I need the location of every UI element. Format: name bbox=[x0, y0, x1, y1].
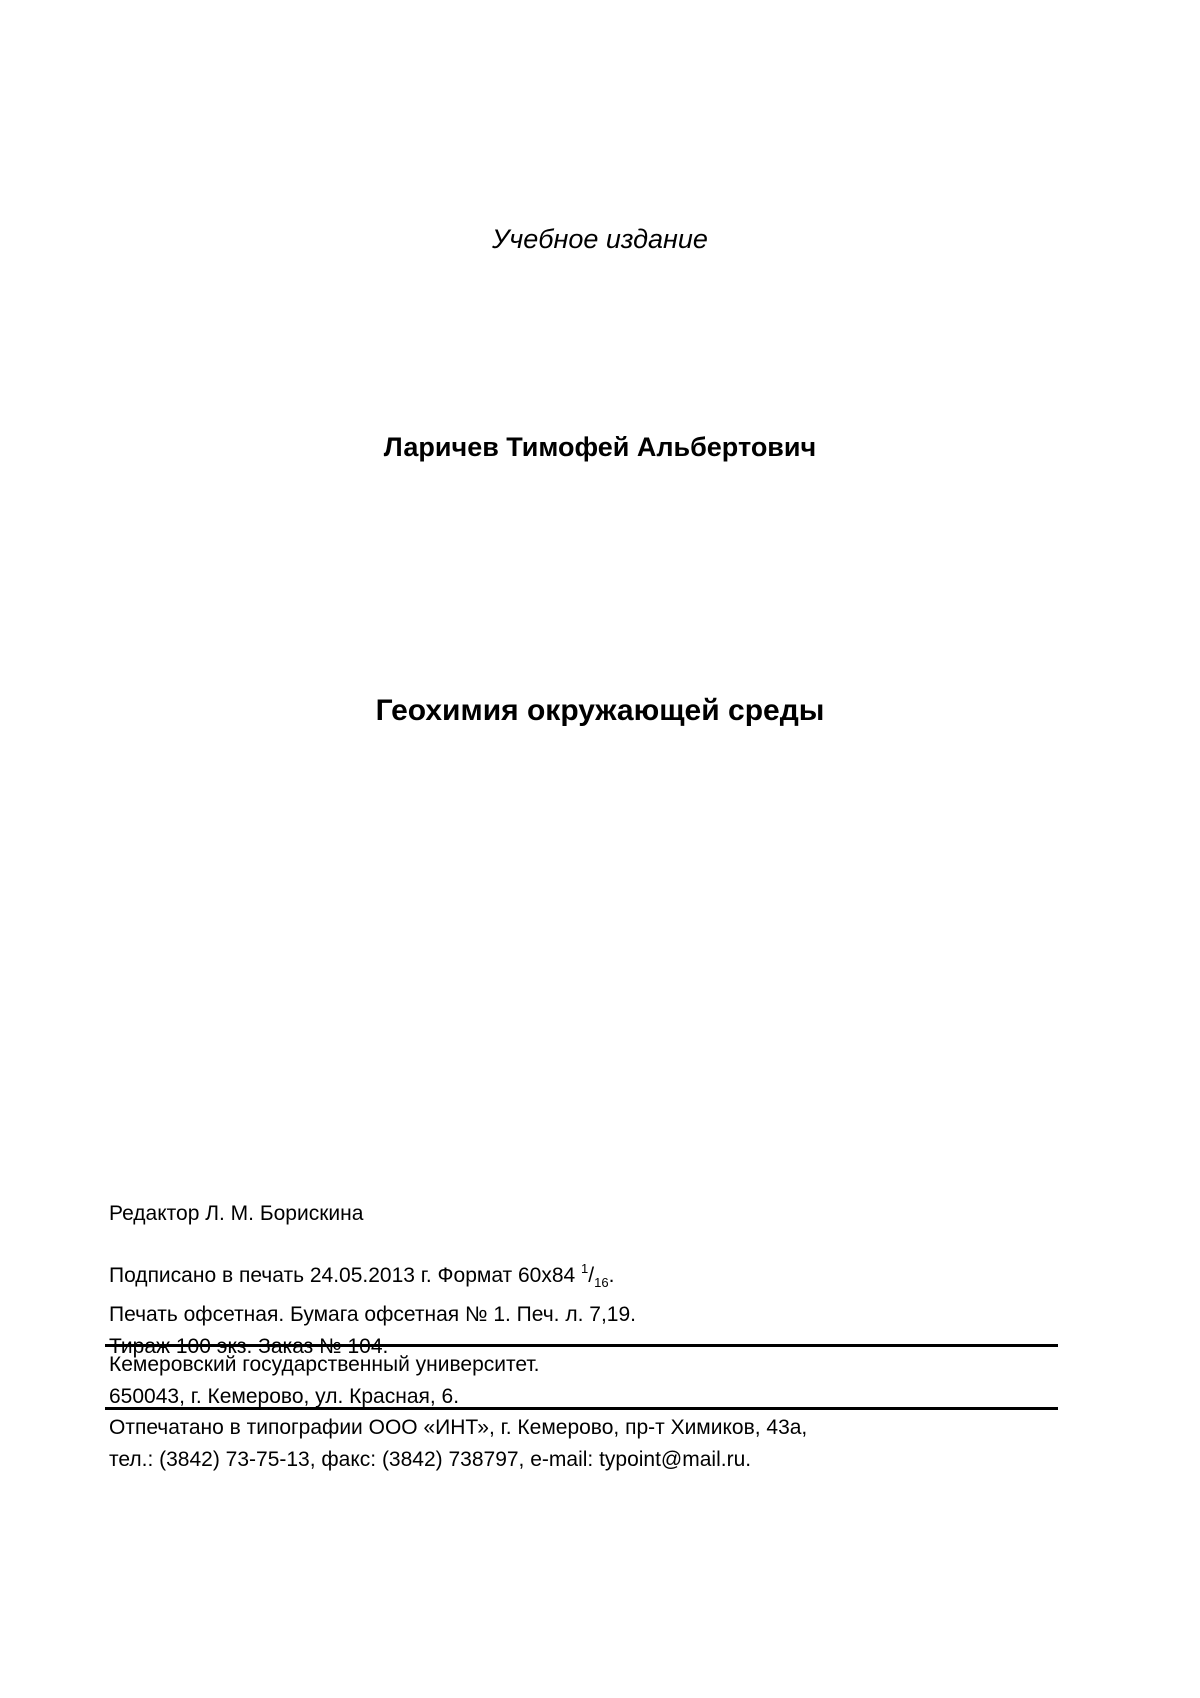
signed-suffix: . bbox=[608, 1264, 615, 1287]
format-denominator: 16 bbox=[594, 1275, 609, 1290]
signed-prefix: Подписано в печать 24.05.2013 г. Формат 60х84 bbox=[109, 1264, 582, 1287]
format-numerator: 1 bbox=[581, 1261, 589, 1276]
publisher-block bbox=[109, 1349, 1059, 1413]
author-name: Ларичев Тимофей Альбертович bbox=[383, 432, 817, 462]
edition-type: Учебное издание bbox=[492, 224, 708, 254]
publisher-address: 650043, г. Кемерово, ул. Красная, 6. bbox=[109, 1385, 460, 1408]
print-type-line: Печать офсетная. Бумага офсетная № 1. Печ. л. 7,19. bbox=[109, 1303, 636, 1326]
circulation-line: Тираж 100 экз. Заказ № 104. bbox=[109, 1335, 389, 1358]
editor-line: Редактор Л. М. Борискина bbox=[109, 1202, 364, 1225]
publisher-name: Кемеровский государственный университет. bbox=[109, 1353, 540, 1376]
divider-rule bbox=[105, 1407, 1058, 1410]
signed-for-print-line bbox=[109, 1253, 1059, 1299]
printer-line-1: Отпечатано в типографии ООО «ИНТ», г. Кемерово, пр-т Химиков, 43а, bbox=[109, 1416, 808, 1439]
divider-rule bbox=[105, 1344, 1058, 1347]
format-slash: / bbox=[588, 1264, 595, 1287]
book-title: Геохимия окружающей среды bbox=[375, 694, 825, 727]
editor-block bbox=[109, 1198, 1059, 1230]
printer-block bbox=[109, 1412, 1059, 1476]
printer-contacts: тел.: (3842) 73-75-13, факс: (3842) 738797, e-mail: typoint@mail.ru. bbox=[109, 1448, 752, 1471]
